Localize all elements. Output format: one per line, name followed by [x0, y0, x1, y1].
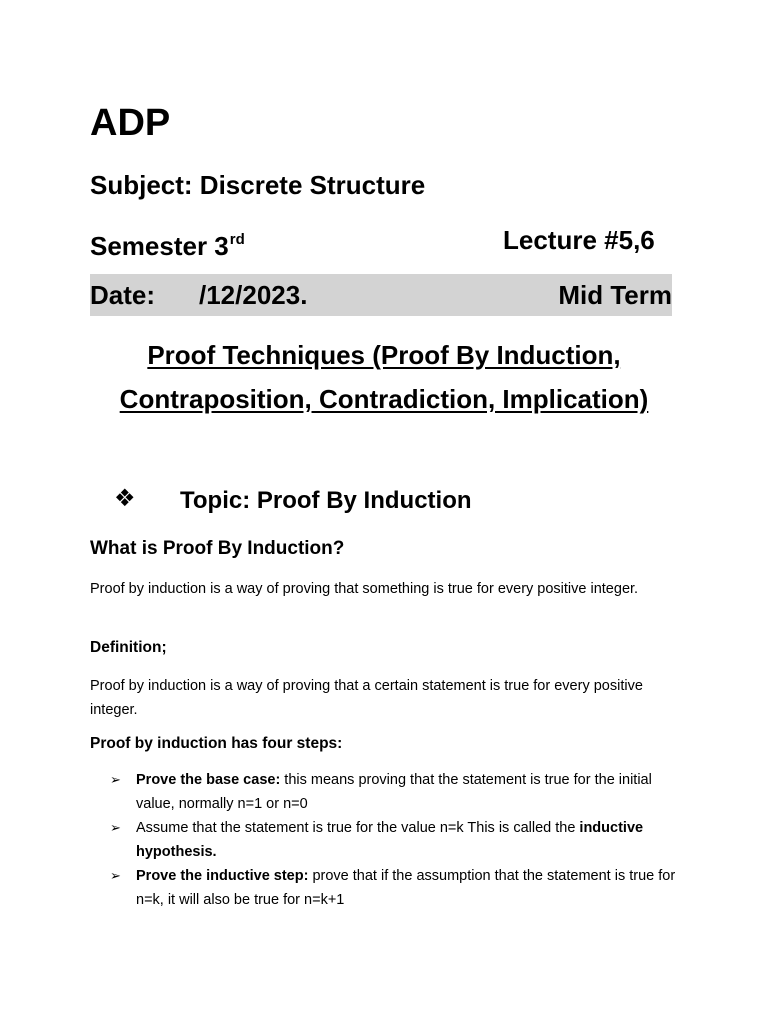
- title-line-1: Proof Techniques (Proof By Induction,: [147, 340, 621, 370]
- diamond-bullet-icon: ❖: [114, 485, 136, 512]
- date-label: Date:: [90, 280, 156, 310]
- semester-superscript: rd: [229, 231, 245, 248]
- step-text: prove that if the assumption that the statement is true for n=k, it will also be true for n=k+1: [136, 868, 676, 908]
- step-bold-lead: Prove the inductive step:: [136, 868, 309, 884]
- arrow-bullet-icon: ➢: [110, 820, 121, 835]
- steps-list: [110, 768, 690, 912]
- definition-heading: Definition;: [90, 639, 167, 656]
- title-line-2: Contraposition, Contradiction, Implication): [119, 384, 649, 414]
- steps-heading: Proof by induction has four steps:: [90, 735, 343, 752]
- step-text: Assume that the statement is true for the value n=k This is called the: [136, 820, 580, 836]
- topic-heading: Topic: Proof By Induction: [180, 487, 472, 514]
- list-item: [110, 768, 690, 816]
- question-heading: What is Proof By Induction?: [90, 538, 345, 559]
- subject-heading: Subject: Discrete Structure: [90, 170, 426, 200]
- date-value: /12/2023.: [199, 280, 308, 310]
- step-bold-tail: inductive hypothesis.: [136, 820, 644, 860]
- org-heading: ADP: [90, 102, 171, 144]
- list-item: [110, 864, 690, 912]
- intro-paragraph: Proof by induction is a way of proving that something is true for every positive integer.: [90, 581, 639, 597]
- lecture-heading: Lecture #5,6: [503, 225, 655, 255]
- definition-paragraph: Proof by induction is a way of proving that a certain statement is true for every positive integer.: [90, 678, 643, 718]
- document-title: [60, 333, 708, 421]
- list-item: [110, 816, 690, 864]
- term-label: Mid Term: [558, 280, 672, 310]
- semester-heading: [90, 223, 245, 263]
- arrow-bullet-icon: ➢: [110, 868, 121, 883]
- semester-text: Semester 3: [90, 231, 229, 261]
- step-text: this means proving that the statement is true for the initial value, normally n=1 or n=0: [136, 772, 652, 812]
- step-bold-lead: Prove the base case:: [136, 772, 281, 788]
- arrow-bullet-icon: ➢: [110, 772, 121, 787]
